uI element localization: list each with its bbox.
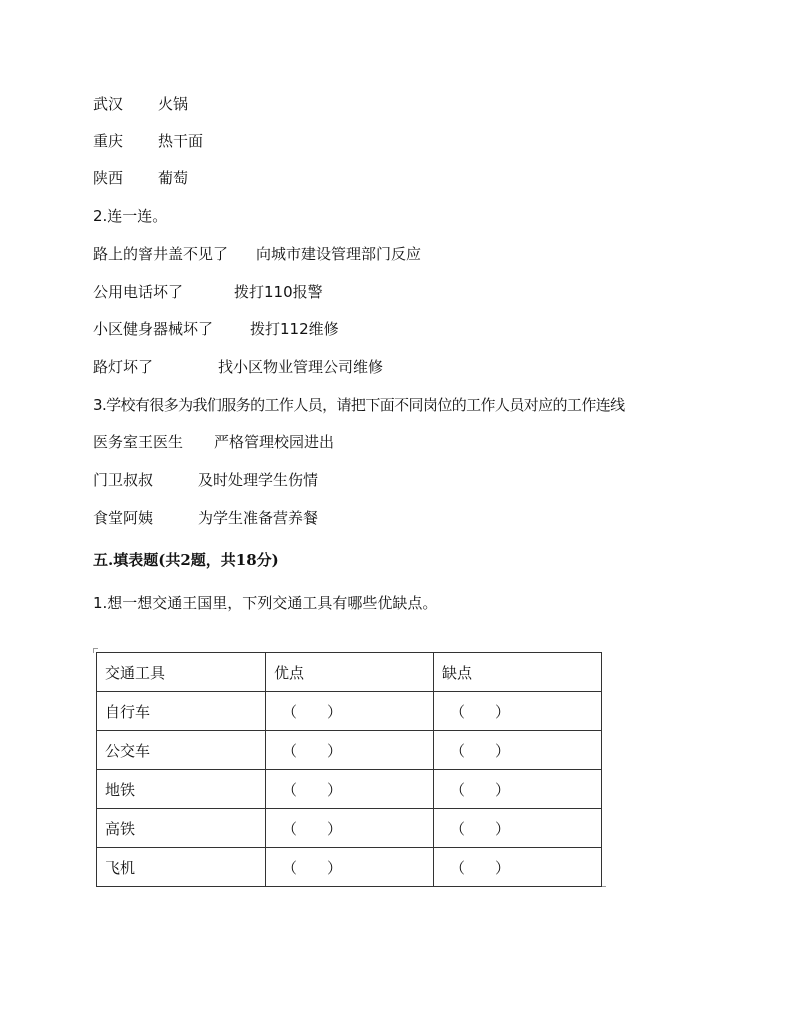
blank-parens: （ ） (282, 780, 343, 799)
table-cell-name: 飞机 (97, 848, 266, 887)
table-cell-con[interactable] (434, 848, 602, 887)
match-left: 陕西 (93, 169, 124, 187)
table-cell-name: 高铁 (97, 809, 266, 848)
match-right: 为学生准备营养餐 (198, 509, 319, 527)
transport-table (96, 652, 602, 887)
table-row (97, 731, 602, 770)
table-cell-pro[interactable] (266, 731, 434, 770)
table-row (97, 809, 602, 848)
table-header-row (97, 653, 602, 692)
blank-parens: （ ） (282, 702, 343, 721)
match-right: 热干面 (158, 132, 204, 150)
blank-parens: （ ） (450, 741, 511, 760)
blank-parens: （ ） (450, 780, 511, 799)
table-row (97, 848, 602, 887)
table-cell-name: 地铁 (97, 770, 266, 809)
blank-parens: （ ） (282, 741, 343, 760)
blank-parens: （ ） (450, 858, 511, 877)
match-left: 武汉 (93, 95, 124, 113)
table-cell-pro[interactable] (266, 770, 434, 809)
table-cell-pro[interactable] (266, 809, 434, 848)
match-left: 重庆 (93, 132, 124, 150)
table-header-cell: 优点 (266, 653, 434, 692)
match-right: 葡萄 (158, 169, 189, 187)
match-left: 公用电话坏了 (93, 283, 184, 301)
match-left: 路灯坏了 (93, 358, 154, 376)
table-header-cell: 交通工具 (97, 653, 266, 692)
blank-parens: （ ） (282, 858, 343, 877)
section-5-question-1: 1.想一想交通王国里，下列交通工具有哪些优缺点。 (93, 594, 438, 612)
question-2-title: 2.连一连。 (93, 207, 168, 225)
table-cell-pro[interactable] (266, 848, 434, 887)
corner-mark (602, 886, 606, 891)
match-left: 路上的窨井盖不见了 (93, 245, 229, 263)
table-header-cell: 缺点 (434, 653, 602, 692)
match-right: 找小区物业管理公司维修 (218, 358, 384, 376)
table-row (97, 692, 602, 731)
match-right: 火锅 (158, 95, 189, 113)
table-cell-con[interactable] (434, 731, 602, 770)
match-right: 拨打112维修 (250, 320, 339, 338)
match-right: 严格管理校园进出 (214, 433, 335, 451)
blank-parens: （ ） (450, 702, 511, 721)
question-3-title: 3.学校有很多为我们服务的工作人员，请把下面不同岗位的工作人员对应的工作连线 (93, 396, 625, 414)
table-cell-con[interactable] (434, 692, 602, 731)
match-left: 医务室王医生 (93, 433, 184, 451)
table-cell-con[interactable] (434, 809, 602, 848)
match-left: 小区健身器械坏了 (93, 320, 214, 338)
table-cell-name: 自行车 (97, 692, 266, 731)
match-right: 向城市建设管理部门反应 (256, 245, 422, 263)
match-left: 门卫叔叔 (93, 471, 154, 489)
match-right: 及时处理学生伤情 (198, 471, 319, 489)
blank-parens: （ ） (282, 819, 343, 838)
table-cell-con[interactable] (434, 770, 602, 809)
match-right: 拨打110报警 (234, 283, 323, 301)
table-cell-name: 公交车 (97, 731, 266, 770)
blank-parens: （ ） (450, 819, 511, 838)
section-5-heading: 五.填表题(共2题，共18分) (93, 551, 279, 569)
table-cell-pro[interactable] (266, 692, 434, 731)
match-left: 食堂阿姨 (93, 509, 154, 527)
table-row (97, 770, 602, 809)
